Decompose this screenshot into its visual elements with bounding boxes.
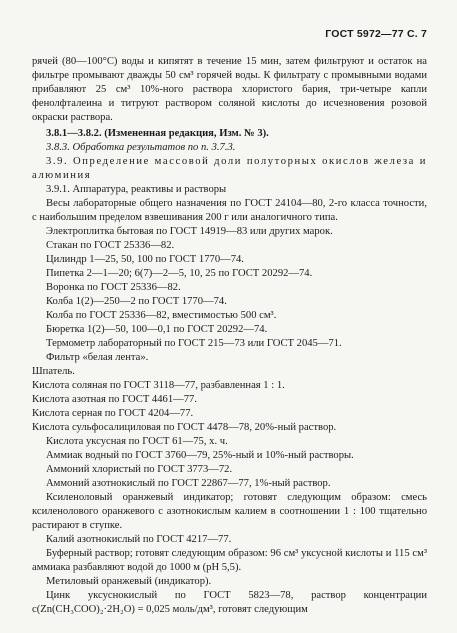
paragraph: Ксиленоловый оранжевый индикатор; готовят следующим образом: смесь ксиленолового оранжевого с азотнокислым калием в соотношении 1 : 100 тщательно растирают в ступке. <box>32 492 427 531</box>
paragraph: Воронка по ГОСТ 25336—82. <box>46 282 181 293</box>
paragraph: Кислота соляная по ГОСТ 3118—77, разбавленная 1 : 1. <box>32 380 285 391</box>
paragraph: Кислота сульфосалициловая по ГОСТ 4478—78, 20%-ный раствор. <box>32 422 337 433</box>
paragraph: рячей (80—100°С) воды и кипятят в течение 15 мин, затем фильтруют и остаток на фильтре промывают дважды 50 см³ горячей воды. К фильтрату с промывными водами прибавляют 25 см³ 10%-ного раствора хлористого бария, три-четыре капли фенолфталеина и титруют раствором соляной кислоты до исчезновения розовой окраски раствора. <box>32 56 427 123</box>
paragraph: Буферный раствор; готовят следующим образом: 96 см³ уксусной кислоты и 115 см³ аммиака разбавляют водой до 1000 м (рН 5,5). <box>32 548 427 573</box>
paragraph: Шпатель. <box>32 366 75 377</box>
paragraph: 3.8.3. Обработка результатов по п. 3.7.3. <box>46 142 236 153</box>
paragraph: Кислота уксусная по ГОСТ 61—75, х. ч. <box>46 436 228 447</box>
paragraph: 3.8.1—3.8.2. (Измененная редакция, Изм. № 3). <box>46 128 269 139</box>
paragraph: Аммиак водный по ГОСТ 3760—79, 25%-ный и 10%-ный растворы. <box>46 450 354 461</box>
paragraph: Стакан по ГОСТ 25336—82. <box>46 240 175 251</box>
paragraph: Аммоний азотнокислый по ГОСТ 22867—77, 1%-ный раствор. <box>46 478 331 489</box>
paragraph: Бюретка 1(2)—50, 100—0,1 по ГОСТ 20292—74. <box>46 324 268 335</box>
paragraph: Колба по ГОСТ 25336—82, вместимостью 500 см³. <box>46 310 277 321</box>
paragraph: Калий азотнокислый по ГОСТ 4217—77. <box>46 534 232 545</box>
paragraph: Метиловый оранжевый (индикатор). <box>46 576 212 587</box>
paragraph: Кислота азотная по ГОСТ 4461—77. <box>32 394 197 405</box>
paragraph: Электроплитка бытовая по ГОСТ 14919—83 или других марок. <box>46 226 333 237</box>
paragraph: Весы лабораторные общего назначения по ГОСТ 24104—80, 2-го класса точности, с наибольшим пределом взвешивания 200 г или аналогичного типа. <box>32 198 427 223</box>
paragraph: Аммоний хлористый по ГОСТ 3773—72. <box>46 464 233 475</box>
paragraph: Колба 1(2)—250—2 по ГОСТ 1770—74. <box>46 296 227 307</box>
paragraph: Фильтр «белая лента». <box>46 352 149 363</box>
paragraph: Пипетка 2—1—20; 6(7)—2—5, 10, 25 по ГОСТ 20292—74. <box>46 268 313 279</box>
section-heading: 3.9. Определение массовой доли полуторных окислов железа и алюминия <box>32 156 427 181</box>
paragraph: Цилиндр 1—25, 50, 100 по ГОСТ 1770—74. <box>46 254 244 265</box>
paragraph: Термометр лабораторный по ГОСТ 215—73 или ГОСТ 2045—71. <box>46 338 342 349</box>
page-header: ГОСТ 5972—77 С. 7 <box>325 28 427 40</box>
paragraph: 3.9.1. Аппаратура, реактивы и растворы <box>46 184 227 195</box>
paragraph: Цинк уксуснокислый по ГОСТ 5823—78, раствор концентрации c(Zn(CH₃COO)₂·2H₂O) = 0,025 моль/дм³, готовят следующим <box>32 590 427 615</box>
paragraph: Кислота серная по ГОСТ 4204—77. <box>32 408 194 419</box>
document-body <box>32 55 427 617</box>
